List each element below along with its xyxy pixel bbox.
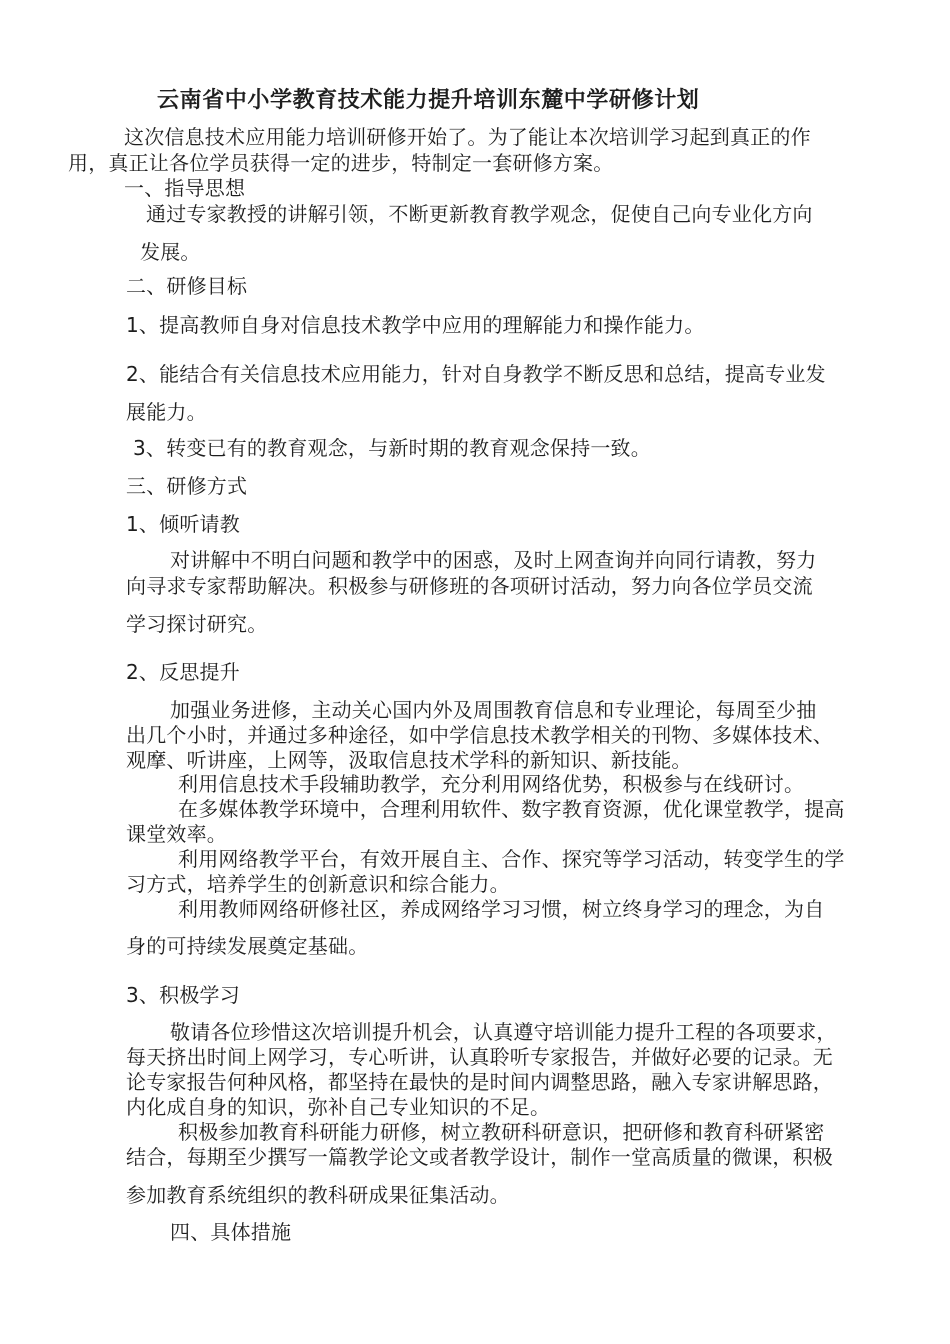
section-2-item-3: 3、转变已有的教育观念，与新时期的教育观念保持一致。 [133, 436, 651, 460]
section-2-item-1: 1、提高教师自身对信息技术教学中应用的理解能力和操作能力。 [126, 313, 705, 337]
section-3-sub-3-line-2: 每天挤出时间上网学习，专心听讲，认真聆听专家报告，并做好必要的记录。无 [126, 1045, 833, 1069]
document-title: 云南省中小学教育技术能力提升培训东麓中学研修计划 [157, 87, 700, 113]
section-2-item-2-line-2: 展能力。 [126, 400, 207, 424]
section-3-sub-2-line-2: 出几个小时，并通过多种途径，如中学信息技术教学相关的刊物、多媒体技术、 [126, 723, 833, 747]
section-1-body-line-2: 发展。 [140, 240, 201, 264]
section-4-heading: 四、具体措施 [170, 1220, 292, 1244]
section-3-sub-2-line-3: 观摩、听讲座，上网等，汲取信息技术学科的新知识、新技能。 [126, 748, 692, 772]
section-3-sub-1-heading: 1、倾听请教 [126, 512, 240, 536]
intro-line-1: 这次信息技术应用能力培训研修开始了。为了能让本次培训学习起到真正的作 [124, 125, 811, 149]
section-3-sub-3-line-7: 参加教育系统组织的教科研成果征集活动。 [126, 1183, 510, 1207]
section-3-heading: 三、研修方式 [126, 474, 248, 498]
section-1-body-line-1: 通过专家教授的讲解引领，不断更新教育教学观念，促使自己向专业化方向 [146, 202, 813, 226]
section-3-sub-3-line-4: 内化成自身的知识，弥补自己专业知识的不足。 [126, 1095, 551, 1119]
section-3-sub-3-line-6: 结合，每期至少撰写一篇教学论文或者教学设计，制作一堂高质量的微课，积极 [126, 1145, 833, 1169]
section-3-sub-2-line-6: 课堂效率。 [126, 822, 227, 846]
section-1-heading: 一、指导思想 [124, 176, 246, 200]
section-3-sub-3-line-3: 论专家报告何种风格，都坚持在最快的是时间内调整思路，融入专家讲解思路， [126, 1070, 833, 1094]
section-3-sub-3-heading: 3、积极学习 [126, 983, 240, 1007]
section-3-sub-1-line-1: 对讲解中不明白问题和教学中的困惑，及时上网查询并向同行请教，努力 [170, 548, 817, 572]
section-3-sub-2-line-1: 加强业务进修，主动关心国内外及周围教育信息和专业理论，每周至少抽 [170, 698, 817, 722]
section-3-sub-2-line-7: 利用网络教学平台，有效开展自主、合作、探究等学习活动，转变学生的学 [178, 847, 845, 871]
section-3-sub-2-line-8: 习方式，培养学生的创新意识和综合能力。 [126, 872, 510, 896]
section-2-item-2-line-1: 2、能结合有关信息技术应用能力，针对自身教学不断反思和总结，提高专业发 [126, 362, 826, 386]
section-3-sub-2-line-9: 利用教师网络研修社区，养成网络学习习惯，树立终身学习的理念，为自 [178, 897, 825, 921]
section-3-sub-3-line-1: 敬请各位珍惜这次培训提升机会，认真遵守培训能力提升工程的各项要求， [170, 1020, 837, 1044]
section-3-sub-2-line-4: 利用信息技术手段辅助教学，充分利用网络优势，积极参与在线研讨。 [178, 772, 805, 796]
intro-line-2: 用，真正让各位学员获得一定的进步，特制定一套研修方案。 [68, 151, 614, 175]
section-2-heading: 二、研修目标 [126, 274, 248, 298]
section-3-sub-3-line-5: 积极参加教育科研能力研修，树立教研科研意识，把研修和教育科研紧密 [178, 1120, 825, 1144]
section-3-sub-1-line-3: 学习探讨研究。 [126, 612, 268, 636]
section-3-sub-2-line-10: 身的可持续发展奠定基础。 [126, 934, 369, 958]
section-3-sub-2-heading: 2、反思提升 [126, 660, 240, 684]
section-3-sub-2-line-5: 在多媒体教学环境中，合理利用软件、数字教育资源，优化课堂教学，提高 [178, 797, 845, 821]
section-3-sub-1-line-2: 向寻求专家帮助解决。积极参与研修班的各项研讨活动，努力向各位学员交流 [126, 574, 813, 598]
